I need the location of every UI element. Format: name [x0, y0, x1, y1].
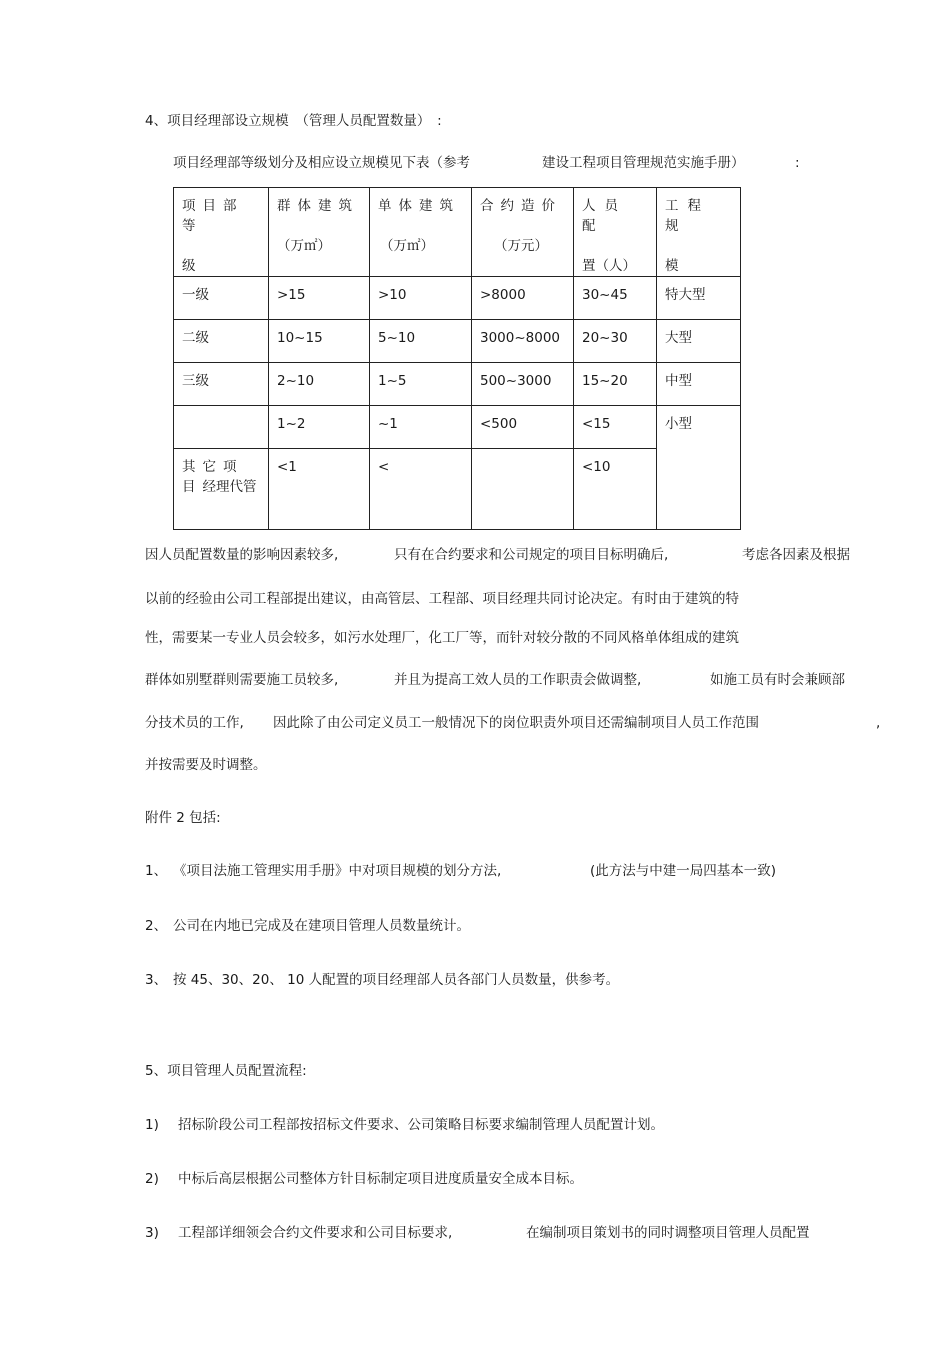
list-number: 3、: [145, 972, 168, 988]
table-cell: 2~10: [269, 363, 370, 406]
section4-heading: 4、项目经理部设立规模 （管理人员配置数量） :: [145, 113, 442, 129]
paragraph-line: 如施工员有时会兼顾部: [710, 672, 845, 688]
table-cell: [174, 406, 269, 449]
header-cell: 群体建筑 （万㎡）: [269, 188, 370, 277]
intro-reference: 建设工程项目管理规范实施手册）: [542, 155, 745, 171]
step-text: 招标阶段公司工程部按招标文件要求、公司策略目标要求编制管理人员配置计划。: [178, 1117, 664, 1133]
paragraph-line: 并按需要及时调整。: [145, 757, 267, 773]
paragraph-line: 因此除了由公司定义员工一般情况下的岗位职责外项目还需编制项目人员工作范围: [273, 715, 759, 731]
table-header-row: [174, 188, 741, 277]
table-cell: 20~30: [574, 320, 657, 363]
table-cell: 1~2: [269, 406, 370, 449]
intro-colon: :: [795, 155, 800, 171]
table-row: [174, 406, 741, 449]
table-row: [174, 363, 741, 406]
table-cell: [472, 449, 574, 530]
table-cell: 特大型: [657, 277, 741, 320]
attachment-title: 附件 2 包括:: [145, 810, 221, 826]
step-number: 2): [145, 1171, 159, 1187]
table-cell: 二级: [174, 320, 269, 363]
table-cell: 5~10: [370, 320, 472, 363]
table-cell: <500: [472, 406, 574, 449]
header-cell: 人员配 置（人）: [574, 188, 657, 277]
table-cell: >15: [269, 277, 370, 320]
table-cell: ~1: [370, 406, 472, 449]
table-cell: 小型: [657, 406, 741, 530]
table-cell: 30~45: [574, 277, 657, 320]
paragraph-line: 考虑各因素及根据: [742, 547, 850, 563]
table-cell: 3000~8000: [472, 320, 574, 363]
paragraph-line: 因人员配置数量的影响因素较多,: [145, 547, 339, 563]
step-number: 3): [145, 1225, 159, 1241]
step-text: 在编制项目策划书的同时调整项目管理人员配置: [526, 1225, 810, 1241]
table-cell: 三级: [174, 363, 269, 406]
list-item: 《项目法施工管理实用手册》中对项目规模的划分方法,: [173, 863, 502, 879]
grade-table: [173, 187, 741, 530]
step-text: 中标后高层根据公司整体方针目标制定项目进度质量安全成本目标。: [178, 1171, 583, 1187]
step-number: 1): [145, 1117, 159, 1133]
list-number: 1、: [145, 863, 168, 879]
table-cell: 一级: [174, 277, 269, 320]
table-cell: 500~3000: [472, 363, 574, 406]
paragraph-line: 并且为提高工效人员的工作职责会做调整,: [394, 672, 642, 688]
table-row: [174, 320, 741, 363]
table-row: [174, 449, 741, 530]
paragraph-line: 分技术员的工作,: [145, 715, 244, 731]
table-cell: 10~15: [269, 320, 370, 363]
paragraph-line: 群体如别墅群则需要施工员较多,: [145, 672, 339, 688]
paragraph-line: 只有在合约要求和公司规定的项目目标明确后,: [394, 547, 669, 563]
list-number: 2、: [145, 918, 168, 934]
table-cell: <1: [269, 449, 370, 530]
table-cell: >8000: [472, 277, 574, 320]
list-item: 按 45、30、20、 10 人配置的项目经理部人员各部门人员数量，供参考。: [173, 972, 620, 988]
table-row: [174, 277, 741, 320]
table-cell: 大型: [657, 320, 741, 363]
table-cell: 其它项目经理代管: [174, 449, 269, 530]
paragraph-line: 性，需要某一专业人员会较多，如污水处理厂，化工厂等，而针对较分散的不同风格单体组成的建筑: [145, 630, 739, 646]
table-cell: >10: [370, 277, 472, 320]
paragraph-line: ,: [876, 715, 881, 731]
list-item-note: (此方法与中建一局四基本一致): [590, 863, 777, 879]
table-cell: <10: [574, 449, 657, 530]
list-item: 公司在内地已完成及在建项目管理人员数量统计。: [173, 918, 470, 934]
paragraph-line: 以前的经验由公司工程部提出建议，由高管层、工程部、项目经理共同讨论决定。有时由于建筑的特: [145, 591, 739, 607]
table-cell: <15: [574, 406, 657, 449]
header-cell: 合约造价 （万元）: [472, 188, 574, 277]
header-cell: 项目部等 级: [174, 188, 269, 277]
header-cell: 单体建筑 （万㎡）: [370, 188, 472, 277]
table-cell: 1~5: [370, 363, 472, 406]
table-cell: <: [370, 449, 472, 530]
header-cell: 工程规 模: [657, 188, 741, 277]
section5-heading: 5、项目管理人员配置流程:: [145, 1063, 307, 1079]
intro-text: 项目经理部等级划分及相应设立规模见下表（参考: [173, 155, 470, 171]
table-cell: 15~20: [574, 363, 657, 406]
step-text: 工程部详细领会合约文件要求和公司目标要求,: [178, 1225, 453, 1241]
table-cell: 中型: [657, 363, 741, 406]
